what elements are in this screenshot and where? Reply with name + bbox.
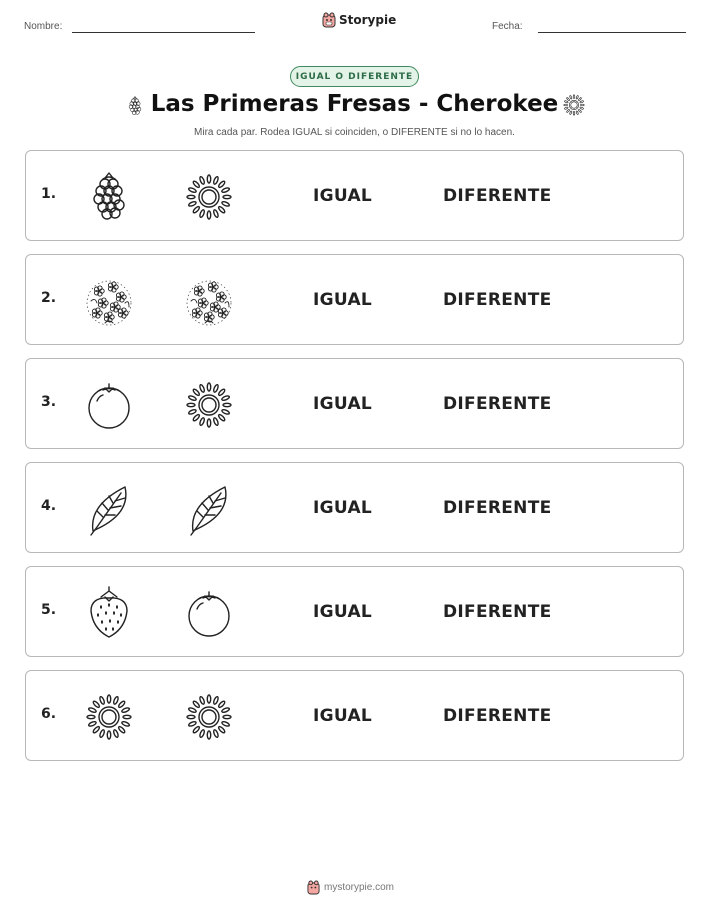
instructions: Mira cada par. Rodea IGUAL si coinciden, o DIFERENTE si no lo hacen. <box>194 127 515 138</box>
diferente-option[interactable]: DIFERENTE <box>443 290 552 310</box>
storypie-mascot-icon <box>322 12 336 28</box>
row-number: 6. <box>41 706 57 722</box>
page-title: Las Primeras Fresas - Cherokee <box>150 91 559 117</box>
exercise-row-4 <box>25 462 684 553</box>
activity-badge: IGUAL O DIFERENTE <box>290 66 419 87</box>
diferente-option[interactable]: DIFERENTE <box>443 394 552 414</box>
row-5-right-tomato-icon <box>181 585 237 641</box>
diferente-option[interactable]: DIFERENTE <box>443 186 552 206</box>
name-label: Nombre: <box>24 21 63 32</box>
row-4-left-leaf-icon <box>81 481 137 537</box>
footer <box>307 880 394 895</box>
row-number: 2. <box>41 290 57 306</box>
row-1-right-sun-icon <box>181 169 237 225</box>
igual-option[interactable]: IGUAL <box>313 602 373 622</box>
row-3-right-sun-icon <box>181 377 237 433</box>
igual-option[interactable]: IGUAL <box>313 186 373 206</box>
row-4-right-leaf-icon <box>181 481 237 537</box>
storypie-logo <box>322 12 396 28</box>
row-5-left-strawberry-icon <box>81 585 137 641</box>
igual-option[interactable]: IGUAL <box>313 706 373 726</box>
date-line[interactable] <box>538 32 686 33</box>
footer-url[interactable]: mystorypie.com <box>324 882 395 893</box>
row-6-left-sun-icon <box>81 689 137 745</box>
title-sun-icon <box>561 92 587 122</box>
exercise-row-3 <box>25 358 684 449</box>
row-2-left-flower-bush-icon <box>81 273 137 329</box>
row-number: 3. <box>41 394 57 410</box>
igual-option[interactable]: IGUAL <box>313 394 373 414</box>
row-1-left-raspberry-icon <box>81 169 137 225</box>
diferente-option[interactable]: DIFERENTE <box>443 706 552 726</box>
row-2-right-flower-bush-icon <box>181 273 237 329</box>
diferente-option[interactable]: DIFERENTE <box>443 498 552 518</box>
row-number: 5. <box>41 602 57 618</box>
name-line[interactable] <box>72 32 255 33</box>
exercise-row-6 <box>25 670 684 761</box>
diferente-option[interactable]: DIFERENTE <box>443 602 552 622</box>
exercise-row-1 <box>25 150 684 241</box>
exercise-row-2 <box>25 254 684 345</box>
igual-option[interactable]: IGUAL <box>313 498 373 518</box>
row-number: 4. <box>41 498 57 514</box>
exercise-row-5 <box>25 566 684 657</box>
storypie-mascot-icon <box>307 880 320 895</box>
igual-option[interactable]: IGUAL <box>313 290 373 310</box>
row-3-left-tomato-icon <box>81 377 137 433</box>
brand-name: Storypie <box>339 13 397 27</box>
row-6-right-sun-icon <box>181 689 237 745</box>
row-number: 1. <box>41 186 57 202</box>
date-label: Fecha: <box>492 21 523 32</box>
